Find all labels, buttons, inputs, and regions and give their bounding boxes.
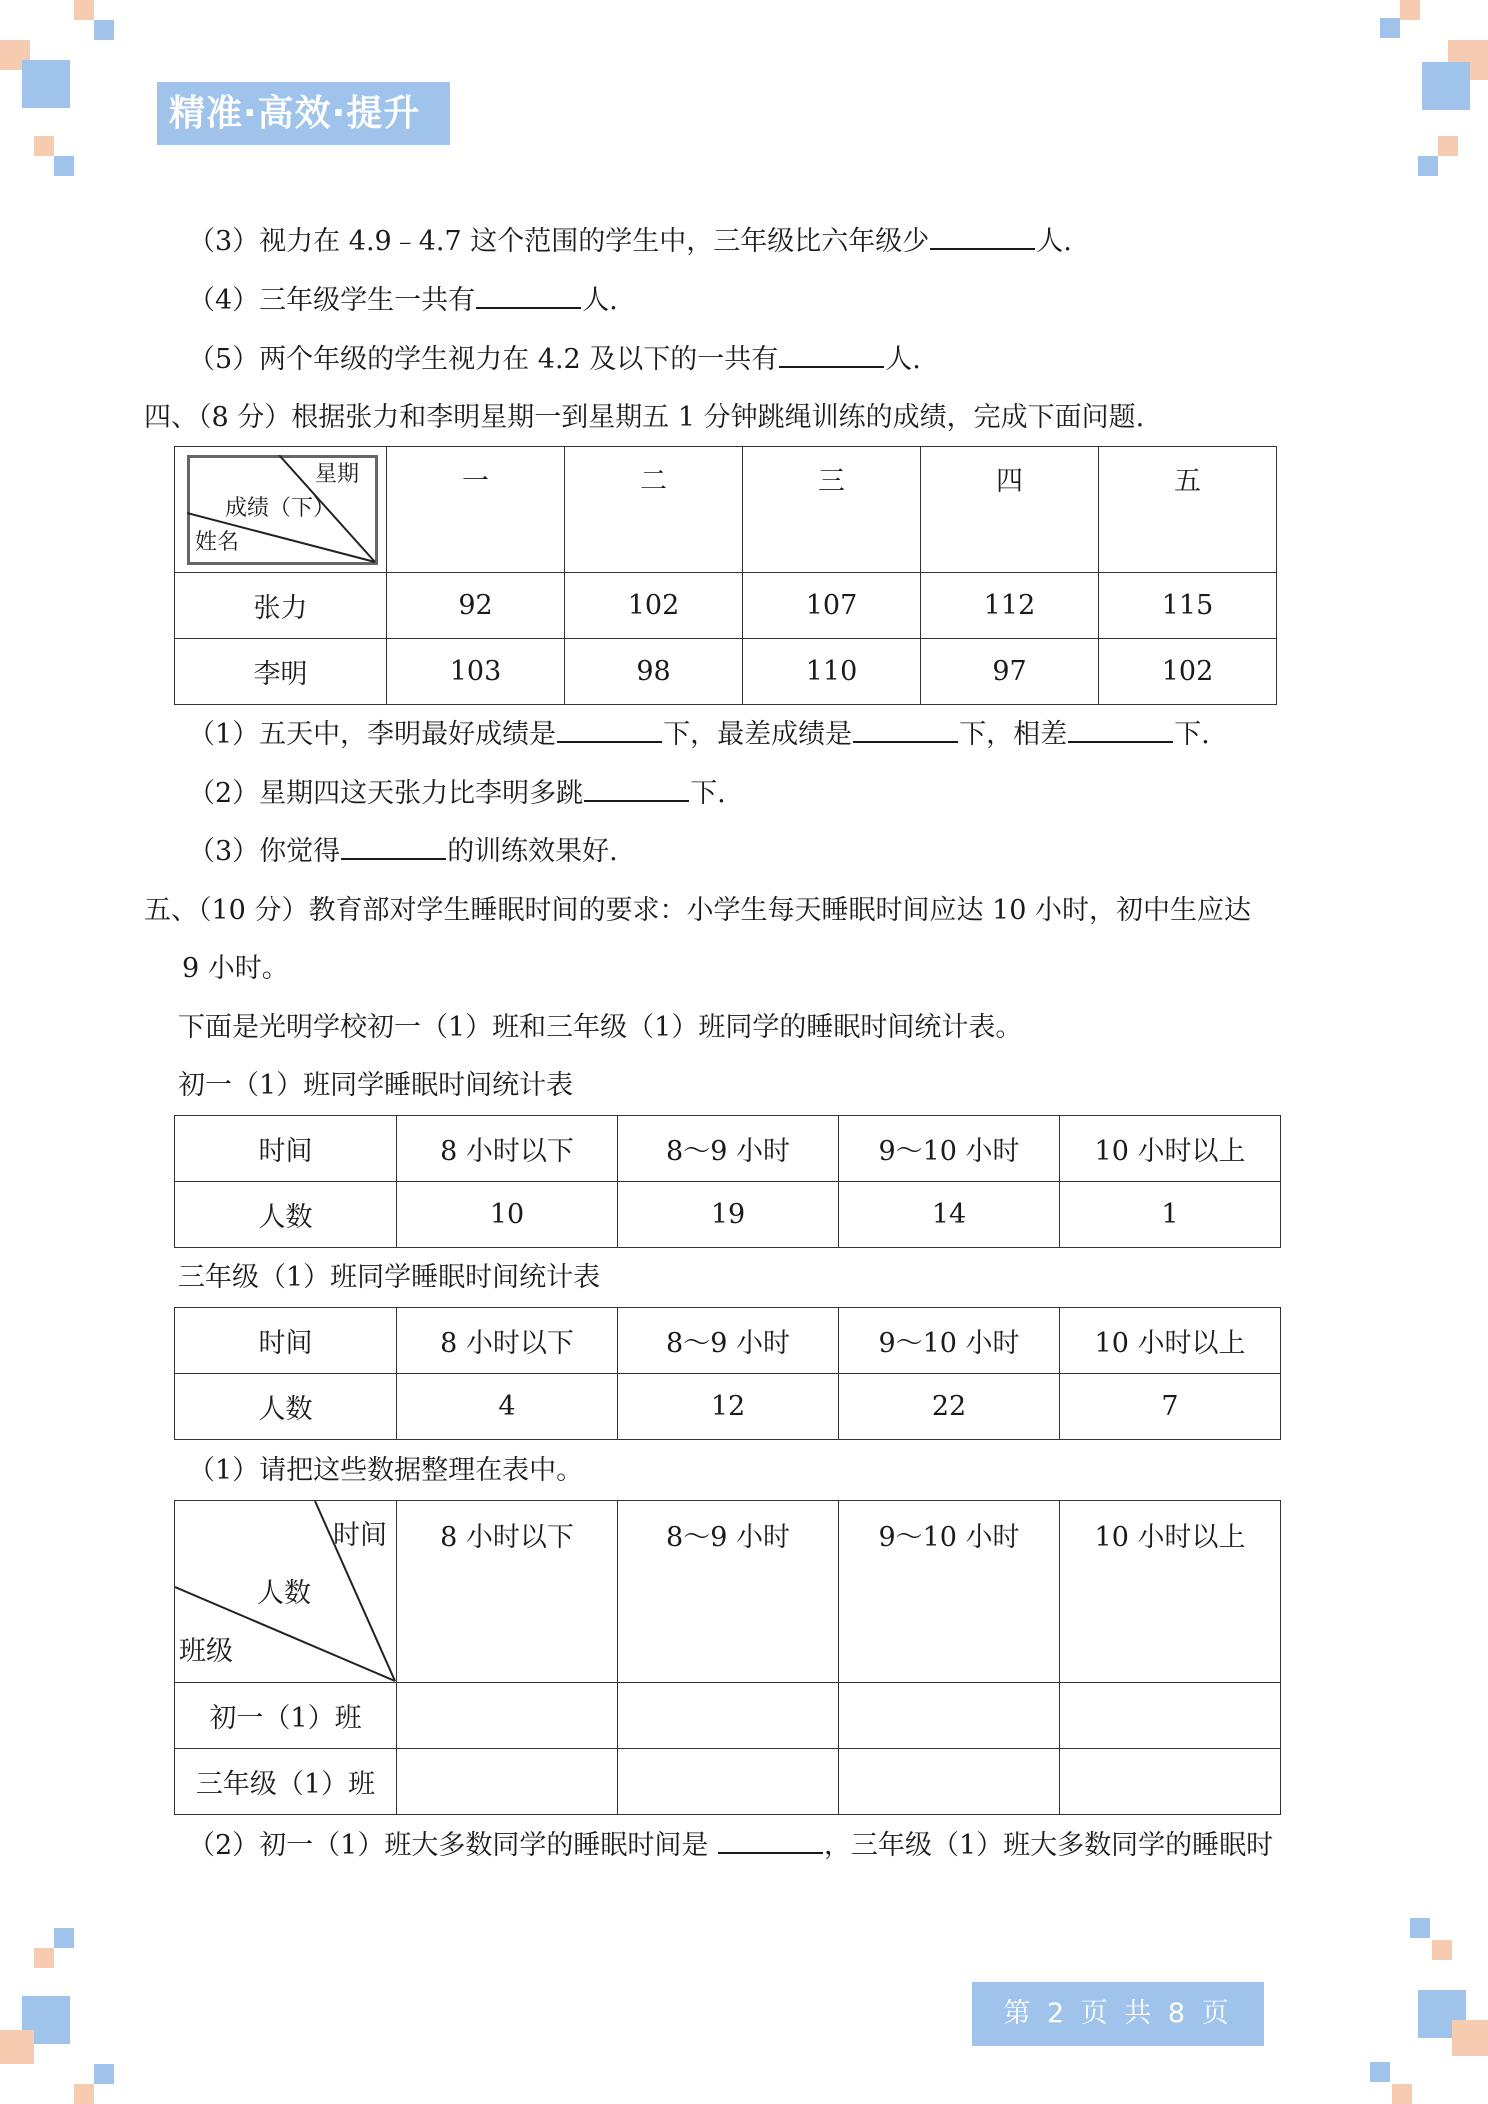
score-cell: 97 [921,639,1099,705]
section-5-title-cont: 9 小时。 [182,953,289,984]
sleep-table-class-7-1 [174,1115,1281,1248]
answer-blank[interactable] [1068,715,1173,743]
question-4-1 [188,715,1210,755]
table-1-title: 初一（1）班同学睡眠时间统计表 [178,1070,574,1101]
fill-in-cell[interactable] [397,1683,618,1749]
question-3-3 [188,222,1072,262]
table-header-row [175,447,1277,573]
page-number: 第 2 页 共 8 页 [972,1982,1264,2046]
header-cell: 8 小时以下 [397,1308,618,1374]
jump-rope-table [174,446,1277,705]
question-4-3 [188,832,618,872]
question-text: （5）两个年级的学生视力在 4.2 及以下的一共有 [188,344,779,375]
section-4-title: 四、（8 分）根据张力和李明星期一到星期五 1 分钟跳绳训练的成绩，完成下面问题. [144,402,1145,433]
table-row [175,1374,1281,1440]
header-cell: 时间 [175,1116,397,1182]
header-banner: 精准·高效·提升 [157,82,450,145]
question-3-5 [188,340,921,380]
score-cell: 98 [565,639,743,705]
header-cell: 10 小时以上 [1060,1116,1281,1182]
row-label: 人数 [175,1374,397,1440]
fill-in-cell[interactable] [839,1683,1060,1749]
question-text: （2）初一（1）班大多数同学的睡眠时间是 [188,1830,709,1861]
question-suffix: 人. [582,285,618,316]
question-text: 下. [1174,719,1210,750]
fill-in-cell[interactable] [397,1749,618,1815]
day-header: 三 [743,447,921,573]
table-row [175,1749,1281,1815]
table-row [175,1683,1281,1749]
header-cell: 8 小时以下 [397,1116,618,1182]
header-cell: 8～9 小时 [618,1308,839,1374]
fill-in-cell[interactable] [618,1749,839,1815]
table-row [175,1182,1281,1248]
diagonal-header-cell [175,1501,397,1683]
count-cell: 14 [839,1182,1060,1248]
fill-in-cell[interactable] [1060,1683,1281,1749]
question-text: 下，相差 [959,719,1068,750]
header-time-label: 时间 [333,1520,387,1551]
student-name: 李明 [175,639,387,705]
header-name-label: 姓名 [195,530,240,555]
count-cell: 19 [618,1182,839,1248]
header-cell: 9～10 小时 [839,1501,1060,1683]
question-suffix: 人. [885,344,921,375]
question-text: （1）五天中，李明最好成绩是 [188,719,557,750]
question-3-4 [188,281,618,321]
section-5-intro: 下面是光明学校初一（1）班和三年级（1）班同学的睡眠时间统计表。 [178,1012,1023,1043]
fill-in-cell[interactable] [618,1683,839,1749]
score-cell: 102 [565,573,743,639]
score-cell: 115 [1099,573,1277,639]
answer-blank[interactable] [930,222,1035,250]
answer-blank[interactable] [718,1826,823,1854]
header-cell: 8～9 小时 [618,1116,839,1182]
count-cell: 10 [397,1182,618,1248]
header-class-label: 班级 [179,1636,233,1667]
day-header: 五 [1099,447,1277,573]
table-row [175,573,1277,639]
score-cell: 110 [743,639,921,705]
student-name: 张力 [175,573,387,639]
class-label: 三年级（1）班 [175,1749,397,1815]
sleep-table-class-3-1 [174,1307,1281,1440]
question-text: 的训练效果好. [447,836,618,867]
answer-blank[interactable] [476,281,581,309]
header-cell: 9～10 小时 [839,1116,1060,1182]
section-5-title: 五、（10 分）教育部对学生睡眠时间的要求：小学生每天睡眠时间应达 10 小时，初中生应达 [144,895,1251,926]
header-cell: 10 小时以上 [1060,1501,1281,1683]
table-2-title: 三年级（1）班同学睡眠时间统计表 [178,1262,601,1293]
score-cell: 103 [387,639,565,705]
table-row [175,639,1277,705]
class-label: 初一（1）班 [175,1683,397,1749]
question-text: 下. [690,778,726,809]
answer-blank[interactable] [584,774,689,802]
answer-blank[interactable] [557,715,662,743]
day-header: 二 [565,447,743,573]
header-cell: 10 小时以上 [1060,1308,1281,1374]
header-week-label: 星期 [315,462,360,487]
question-text: （3）你觉得 [188,836,341,867]
count-cell: 22 [839,1374,1060,1440]
score-cell: 102 [1099,639,1277,705]
question-5-2 [188,1826,1273,1866]
question-text: （4）三年级学生一共有 [188,285,476,316]
header-cell: 8～9 小时 [618,1501,839,1683]
header-cell: 9～10 小时 [839,1308,1060,1374]
question-suffix: 人. [1036,226,1072,257]
answer-blank[interactable] [779,340,884,368]
row-label: 人数 [175,1182,397,1248]
header-cell: 8 小时以下 [397,1501,618,1683]
header-count-label: 人数 [257,1578,311,1609]
fill-in-cell[interactable] [1060,1749,1281,1815]
answer-blank[interactable] [853,715,958,743]
score-cell: 92 [387,573,565,639]
question-text: 下，最差成绩是 [663,719,853,750]
fill-in-cell[interactable] [839,1749,1060,1815]
header-cell: 时间 [175,1308,397,1374]
question-5-1: （1）请把这些数据整理在表中。 [188,1455,584,1486]
count-cell: 4 [397,1374,618,1440]
count-cell: 7 [1060,1374,1281,1440]
day-header: 一 [387,447,565,573]
question-text: ，三年级（1）班大多数同学的睡眠时 [823,1830,1274,1861]
header-score-label: 成绩（下） [225,496,336,521]
answer-blank[interactable] [341,832,446,860]
score-cell: 112 [921,573,1099,639]
diagonal-header-cell [175,447,387,573]
count-cell: 1 [1060,1182,1281,1248]
question-4-2 [188,774,726,814]
combined-sleep-table [174,1500,1281,1815]
score-cell: 107 [743,573,921,639]
day-header: 四 [921,447,1099,573]
question-text: （2）星期四这天张力比李明多跳 [188,778,584,809]
question-text: （3）视力在 4.9﹣4.7 这个范围的学生中，三年级比六年级少 [188,226,930,257]
count-cell: 12 [618,1374,839,1440]
